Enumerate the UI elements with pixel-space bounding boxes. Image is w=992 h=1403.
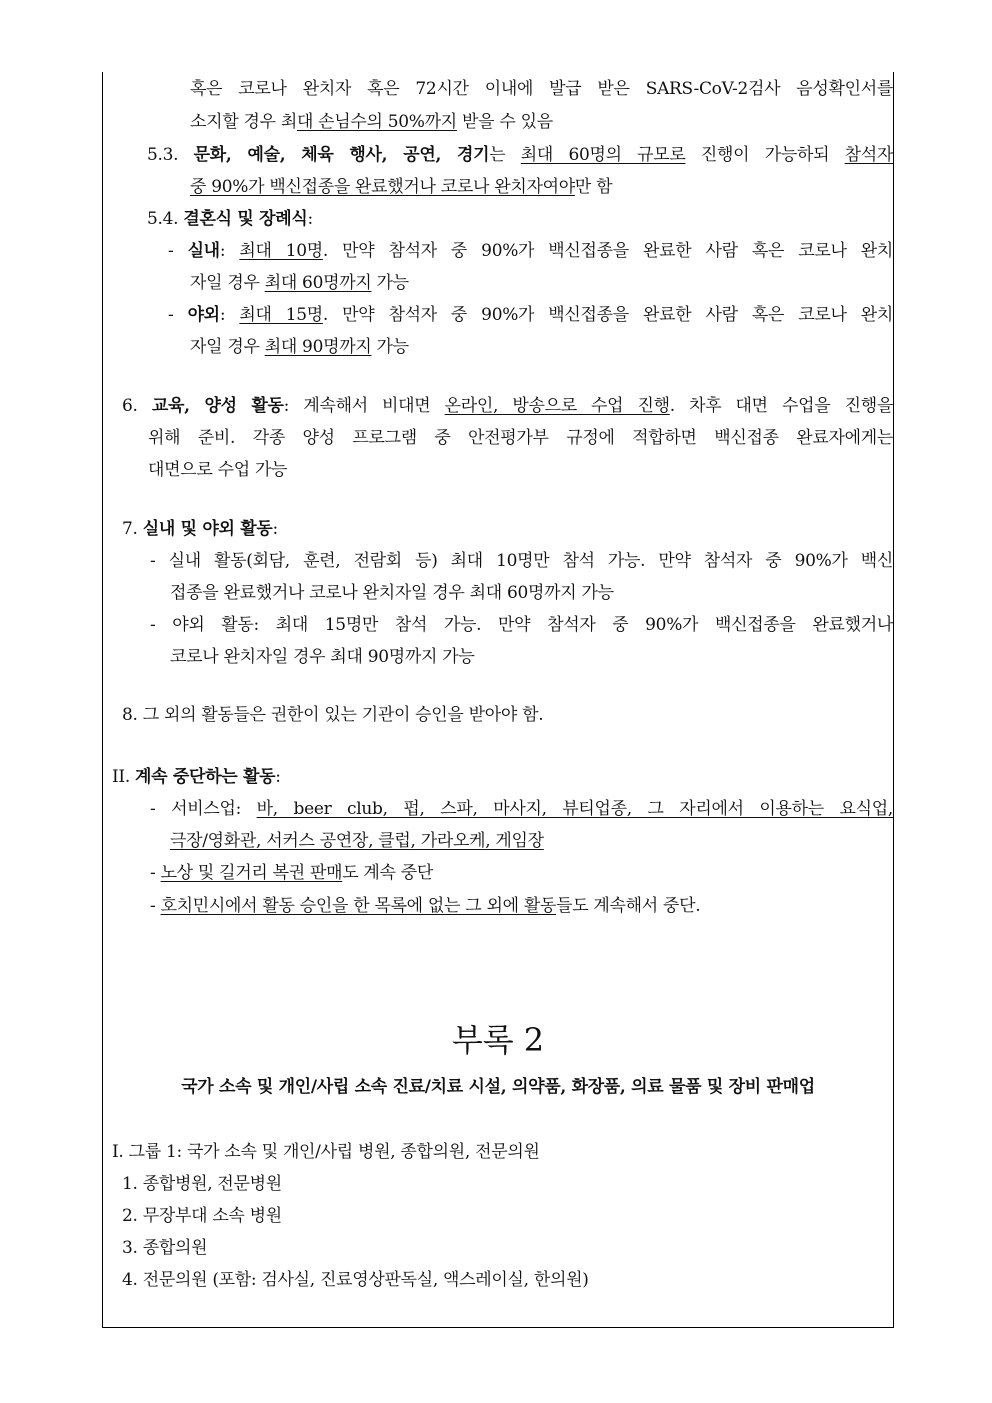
appendix-subtitle: 국가 소속 및 개인/사립 소속 진료/치료 시설, 의약품, 화장품, 의료 물품 및 장비 판매업: [181, 1077, 815, 1097]
text-line: [190, 336, 409, 358]
text-run: 도 계속 중단: [342, 863, 434, 883]
bold-text: 결혼식 및 장례식: [183, 209, 308, 229]
text-run: 만 함: [574, 177, 613, 197]
text-run: 5.3.: [147, 145, 194, 165]
text-line: [147, 208, 313, 230]
text-run: - 서비스업:: [150, 799, 257, 819]
text-line: [122, 1237, 207, 1259]
text-line: [150, 895, 700, 917]
text-run: - 실내 활동(회담, 훈련, 전람회 등) 최대 10명만 참석 가능. 만약 참석자 중 90%가 백신: [150, 551, 893, 571]
underlined-text: 온라인, 방송으로 수업 진행: [444, 396, 670, 416]
text-run: 대면으로 수업 가능: [148, 460, 288, 480]
underlined-text: 최대 60명의 규모로: [520, 145, 686, 165]
text-run: 받을 수 있음: [456, 112, 553, 132]
text-run: 는: [489, 145, 521, 165]
text-run: I. 그룹 1: 국가 소속 및 개인/사립 병원, 종합의원, 전문의원: [112, 1142, 540, 1162]
text-line: [190, 272, 409, 294]
underlined-text: 호치민시에서 활동 승인을 한 목록에 없는 그 외에 활동: [160, 896, 557, 916]
text-line: [122, 518, 278, 540]
text-line: [122, 1205, 282, 1227]
text-run: 혹은 코로나 완치자 혹은 72시간 이내에 발급 받은 SARS-CoV-2검사 음성확인서를: [190, 79, 893, 99]
text-run: 가능: [371, 337, 409, 357]
text-run: :: [219, 305, 240, 325]
bold-text: 실내 및 야외 활동: [142, 519, 273, 539]
text-run: 가능: [371, 273, 409, 293]
text-run: 진행이 가능하되: [685, 145, 845, 165]
text-run: . 만약 참석자 중 90%가 백신접종을 완료한 사람 혹은 코로나 완치: [322, 305, 893, 325]
text-run: :: [275, 767, 281, 787]
text-line: [170, 582, 614, 604]
underlined-text: 최대 60명까지: [264, 273, 372, 293]
text-line: [150, 798, 893, 820]
text-run: :: [272, 519, 278, 539]
text-line: [147, 144, 893, 166]
text-line: [190, 176, 612, 198]
text-line: [148, 427, 893, 449]
text-line: [168, 304, 893, 326]
underlined-text: 노상 및 길거리 복권 판매: [160, 863, 343, 883]
underlined-text: 최대 15명: [239, 305, 323, 325]
text-line: [112, 766, 281, 788]
underlined-text: 중 90%가 백신접종을 완료했거나 코로나 완치자여야: [190, 177, 575, 197]
text-line: [112, 1141, 540, 1163]
text-run: 3. 종합의원: [122, 1238, 208, 1258]
text-line: [190, 78, 893, 100]
underlined-text: 참석자: [844, 145, 893, 165]
text-run: 5.4.: [147, 209, 184, 229]
text-run: -: [168, 241, 188, 261]
text-run: 코로나 완치자일 경우 최대 90명까지 가능: [170, 647, 475, 667]
text-run: -: [168, 305, 188, 325]
text-run: :: [219, 241, 240, 261]
text-run: - 야외 활동: 최대 15명만 참석 가능. 만약 참석자 중 90%가 백신접종을 완료했거나: [150, 615, 893, 635]
text-line: [122, 395, 893, 417]
appendix-title: 부록 2: [451, 1021, 545, 1059]
text-run: 접종을 완료했거나 코로나 완치자일 경우 최대 60명까지 가능: [170, 583, 614, 603]
text-run: 8. 그 외의 활동들은 권한이 있는 기관이 승인을 받아야 함.: [122, 705, 544, 725]
text-run: 자일 경우: [190, 273, 265, 293]
text-run: . 차후 대면 수업을 진행을: [669, 396, 893, 416]
text-line: [170, 646, 475, 668]
text-line: [122, 704, 543, 726]
text-run: 4. 전문의원 (포함: 검사실, 진료영상판독실, 액스레이실, 한의원): [122, 1270, 589, 1290]
bold-text: 야외: [187, 305, 220, 325]
text-line: [122, 1269, 589, 1291]
text-line: [168, 240, 893, 262]
underlined-text: 극장/영화관, 서커스 공연장, 클럽, 가라오케, 게임장: [170, 831, 544, 851]
bold-text: 교육, 양성 활동: [151, 396, 284, 416]
text-line: [150, 614, 893, 636]
text-run: -: [150, 896, 161, 916]
underlined-text: 최대 10명: [239, 241, 323, 261]
text-run: 1. 종합병원, 전문병원: [122, 1174, 282, 1194]
text-line: [170, 830, 544, 852]
text-run: 들도 계속해서 중단.: [556, 896, 701, 916]
text-run: II.: [112, 767, 136, 787]
text-line: [190, 111, 553, 133]
text-run: -: [150, 863, 161, 883]
text-run: 7.: [122, 519, 143, 539]
underlined-text: 최대 90명까지: [264, 337, 372, 357]
text-run: 2. 무장부대 소속 병원: [122, 1206, 282, 1226]
text-line: [150, 550, 893, 572]
underlined-text: 대 손님수의 50%까지: [296, 112, 457, 132]
text-run: :: [307, 209, 313, 229]
text-run: : 계속해서 비대면: [283, 396, 445, 416]
text-run: . 만약 참석자 중 90%가 백신접종을 완료한 사람 혹은 코로나 완치: [322, 241, 893, 261]
text-run: 위해 준비. 각종 양성 프로그램 중 안전평가부 규정에 적합하면 백신접종 완료자에게는: [148, 428, 893, 448]
text-run: 소지할 경우 최: [190, 112, 297, 132]
text-run: 자일 경우: [190, 337, 265, 357]
bold-text: 실내: [187, 241, 220, 261]
text-line: [148, 459, 287, 481]
underlined-text: 바, beer club, 펍, 스파, 마사지, 뷰티업종, 그 자리에서 이용하는 요식업,: [256, 799, 893, 819]
bold-text: 문화, 예술, 체육 행사, 공연, 경기: [193, 145, 490, 165]
bold-text: 계속 중단하는 활동: [135, 767, 276, 787]
text-line: [150, 862, 433, 884]
text-run: 6.: [122, 396, 152, 416]
text-line: [122, 1173, 282, 1195]
